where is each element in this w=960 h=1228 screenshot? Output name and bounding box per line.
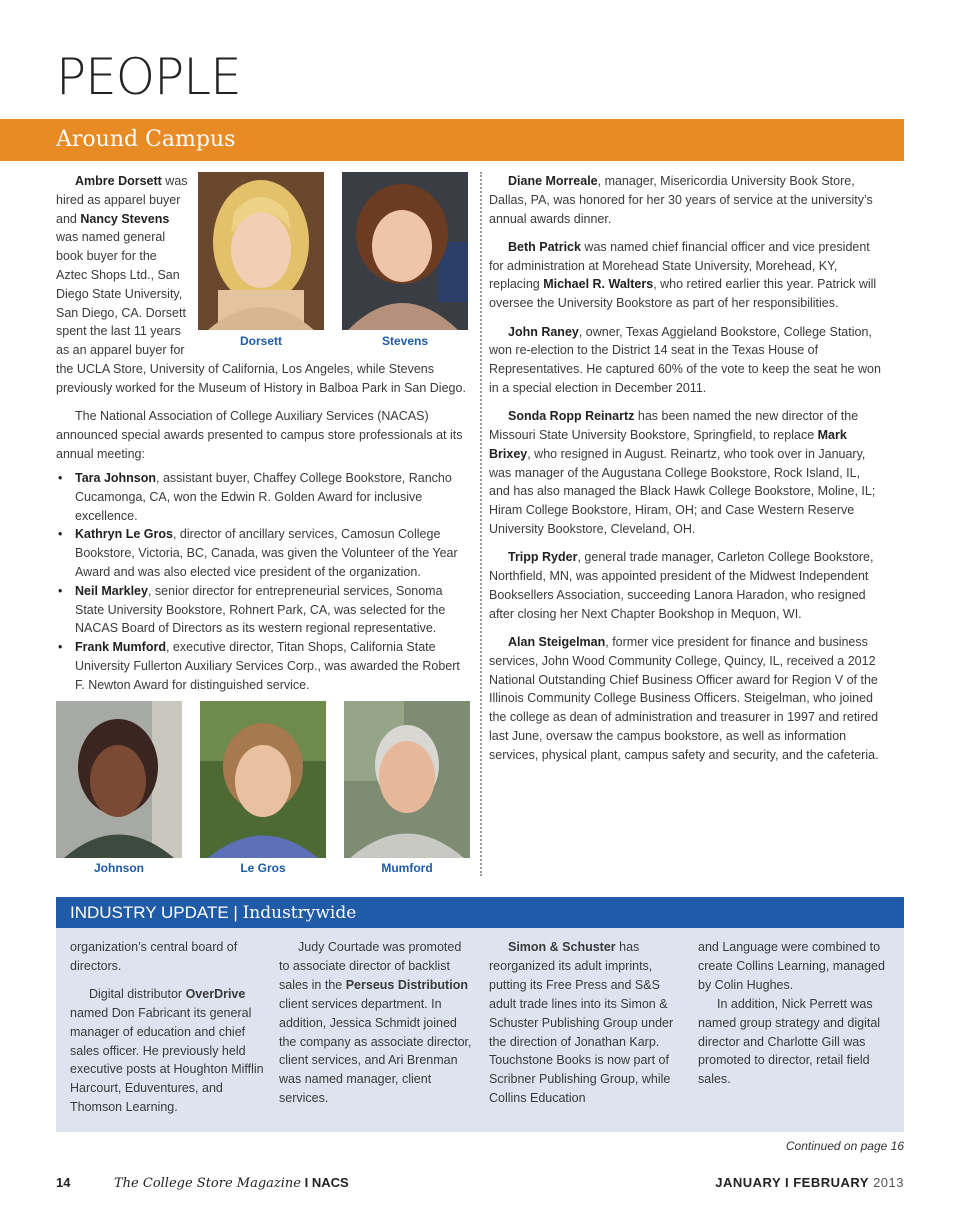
industry-column-1 xyxy=(70,938,266,1126)
industry-band-title xyxy=(70,903,356,923)
continued-note: Continued on page 16 xyxy=(785,1139,904,1153)
nacas-intro-paragraph: The National Association of College Auxiliary Services (NACAS) announced special awards presented to campus store professionals at its annual meeting: xyxy=(56,409,463,461)
list-item-text: , assistant buyer, Chaffey College Bookstore, Rancho Cucamonga, CA, won the Edwin R. Golden Award for inclusive excellence. xyxy=(75,470,452,523)
person-name: Michael R. Walters xyxy=(543,277,654,292)
mumford-photo xyxy=(344,701,470,858)
issue-year: 2013 xyxy=(868,1175,904,1190)
dorsett-photo xyxy=(198,172,324,330)
industry-column-3 xyxy=(489,938,685,1117)
paragraph-text: was hired as apparel buyer and xyxy=(56,174,188,226)
paragraph-text: , former vice president for finance and business services, John Wood Community College, Quincy, IL, received a 2012 National Outstanding Chief Business Officer award for Region V of the Illinois Community College Business Officers. Steigelman, who joined the college as dean of administration and treasurer in 1997 and retired last June, oversaw the campus bookstore, as well as information services, physical plant, campus safety and security, and the cafeteria. xyxy=(489,635,879,762)
paragraph-text: , who retired earlier this year. Patrick will oversee the University Bookstore as part of her responsibilities. xyxy=(489,277,877,311)
award-winners-photos xyxy=(56,701,470,881)
column-divider xyxy=(480,172,482,876)
company-name: Simon & Schuster xyxy=(508,940,616,954)
magazine-org: I NACS xyxy=(301,1175,349,1190)
legros-caption: Le Gros xyxy=(240,861,286,875)
paragraph-text: named Don Fabricant its general manager of education and chief sales officer. He previously held executive posts at Houghton Mifflin Harcourt, Eduventures, and Thomson Learning. xyxy=(70,1005,264,1115)
paragraph-text: client services department. In addition, Jessica Schmidt joined the company as associate director, client services, and Ari Brenman was named manager, client services. xyxy=(279,996,472,1106)
paragraph-text: , manager, Misericordia University Book Store, Dallas, PA, was honored for her 30 years of service at the university’s annual awards dinner. xyxy=(489,174,873,226)
bullet-icon: • xyxy=(58,640,63,655)
company-name: Perseus Distribution xyxy=(345,977,468,992)
person-name: Ambre Dorsett xyxy=(75,174,162,188)
ryder-paragraph xyxy=(489,548,884,623)
industry-update-box xyxy=(56,897,904,1132)
person-name: Frank Mumford xyxy=(75,640,166,655)
issue-date xyxy=(715,1175,904,1190)
page-footer xyxy=(56,1175,904,1193)
industry-update-band xyxy=(56,897,904,928)
list-item-text: , executive director, Titan Shops, California State University Fullerton Auxiliary Services Corp., was awarded the Robert F. Newton Award for distinguished service. xyxy=(75,640,460,692)
list-item-text: , director of ancillary services, Camosun College Bookstore, Victoria, BC, Canada, was given the Volunteer of the Year Award and was also elected vice president of the organization. xyxy=(75,527,458,579)
list-item xyxy=(56,525,468,581)
magazine-title: The College Store Magazine xyxy=(114,1176,302,1191)
stevens-caption: Stevens xyxy=(381,334,429,348)
morreale-paragraph xyxy=(489,172,884,228)
list-item xyxy=(56,638,468,694)
person-name: John Raney xyxy=(508,324,579,339)
bullet-icon: • xyxy=(58,470,63,485)
johnson-caption: Johnson xyxy=(94,861,144,875)
person-name: Neil Markley xyxy=(75,583,148,598)
issue-months: JANUARY I FEBRUARY xyxy=(715,1175,869,1190)
paragraph-text: Judy Courtade was promoted to associate director of backlist sales in the xyxy=(279,940,462,992)
section-band-label: Around Campus xyxy=(56,127,236,152)
johnson-photo xyxy=(56,701,182,858)
right-column xyxy=(489,172,884,774)
industry-band-main: INDUSTRY UPDATE xyxy=(70,903,229,922)
mumford-caption: Mumford xyxy=(381,861,433,875)
legros-photo xyxy=(200,701,326,858)
steigelman-paragraph xyxy=(489,633,884,765)
person-name: Tara Johnson xyxy=(75,470,157,485)
page-number: 14 xyxy=(56,1175,71,1190)
paragraph-text: has reorganized its adult imprints, putting its Free Press and S&S adult trade lines into its Simon & Schuster Publishing Group under the direction of Jonathan Karp. Touchstone Books is now part of Scribner Publishing Group, while Collins Education xyxy=(489,940,674,1106)
list-item xyxy=(56,582,468,638)
dorsett-caption: Dorsett xyxy=(239,334,282,348)
person-name: Beth Patrick xyxy=(508,239,581,254)
patrick-paragraph xyxy=(489,238,884,313)
person-name: Alan Steigelman xyxy=(508,635,606,650)
list-item xyxy=(56,469,468,525)
industry-paragraph: and Language were combined to create Collins Learning, managed by Colin Hughes. xyxy=(698,940,885,992)
person-name: Nancy Stevens xyxy=(80,211,170,226)
magazine-name xyxy=(114,1175,349,1191)
paragraph-text: Digital distributor xyxy=(89,986,186,1001)
industry-paragraph xyxy=(489,938,685,1108)
person-name: Kathryn Le Gros xyxy=(75,527,173,542)
reinartz-paragraph xyxy=(489,407,884,539)
bullet-icon: • xyxy=(58,527,63,542)
raney-paragraph xyxy=(489,323,884,398)
page-title: PEOPLE xyxy=(56,48,241,106)
industry-paragraph: organization’s central board of directors. xyxy=(70,940,238,973)
industry-column-4 xyxy=(698,938,894,1098)
bullet-icon: • xyxy=(58,583,63,598)
industry-band-sub: Industrywide xyxy=(242,903,357,923)
paragraph-text: , who resigned in August. Reinartz, who took over in January, was manager of the Augustana College Bookstore, Rock Island, IL, and has also managed the Black Hawk College Bookstore, Moline, IL; Hiram College Bookstore, Hiram, OH; and Case Western Reserve University Bookstore, Cleveland, OH. xyxy=(489,446,876,537)
person-name: Mark Brixey xyxy=(489,428,847,461)
nacas-awards-list xyxy=(56,469,468,695)
industry-paragraph xyxy=(70,985,266,1117)
paragraph-text: , owner, Texas Aggieland Bookstore, College Station, won re-election to the District 14 seat in the Texas House of Representatives. He captured 60% of the vote to keep the seat he won in a special election in December 2011. xyxy=(489,324,881,395)
list-item-text: , senior director for entrepreneurial services, Sonoma State University Bookstore, Rohnert Park, CA, was selected for the NACAS Board of Directors as its western regional representative. xyxy=(75,583,446,636)
person-name: Sonda Ropp Reinartz xyxy=(508,409,635,424)
paragraph-text: has been named the new director of the Missouri State University Bookstore, Springfield, to replace xyxy=(489,409,859,443)
person-name: Diane Morreale xyxy=(508,174,598,188)
paragraph-text: was named chief financial officer and vice president for administration at Morehead State University, Morehead, KY, replacing xyxy=(489,239,870,292)
industry-paragraph xyxy=(279,938,475,1108)
dorsett-stevens-photos xyxy=(198,172,468,350)
left-column xyxy=(56,172,468,695)
stevens-photo xyxy=(342,172,468,330)
industry-paragraph: In addition, Nick Perrett was named group strategy and digital director and Charlotte Gill was promoted to director, retail field sales. xyxy=(698,996,881,1087)
industry-band-separator: | xyxy=(228,903,243,922)
section-band-around-campus xyxy=(0,119,904,161)
company-name: OverDrive xyxy=(185,986,246,1001)
person-name: Tripp Ryder xyxy=(508,550,578,565)
industry-column-2 xyxy=(279,938,475,1117)
paragraph-text: was named general book buyer for the Aztec Shops Ltd., San Diego State University, San Diego, CA. Dorsett spent the last 11 years as an apparel buyer for the UCLA Store, University of California, Los Angeles, while Stevens previously worked for the Museum of History in Balboa Park in San Diego. xyxy=(56,230,466,395)
paragraph-text: , general trade manager, Carleton College Bookstore, Northfield, MN, was appointed president of the Midwest Independent Booksellers Association, succeeding Lanora Haradon, who resigned after closing her Next Chapter Bookshop in Mequon, WI. xyxy=(489,550,874,621)
